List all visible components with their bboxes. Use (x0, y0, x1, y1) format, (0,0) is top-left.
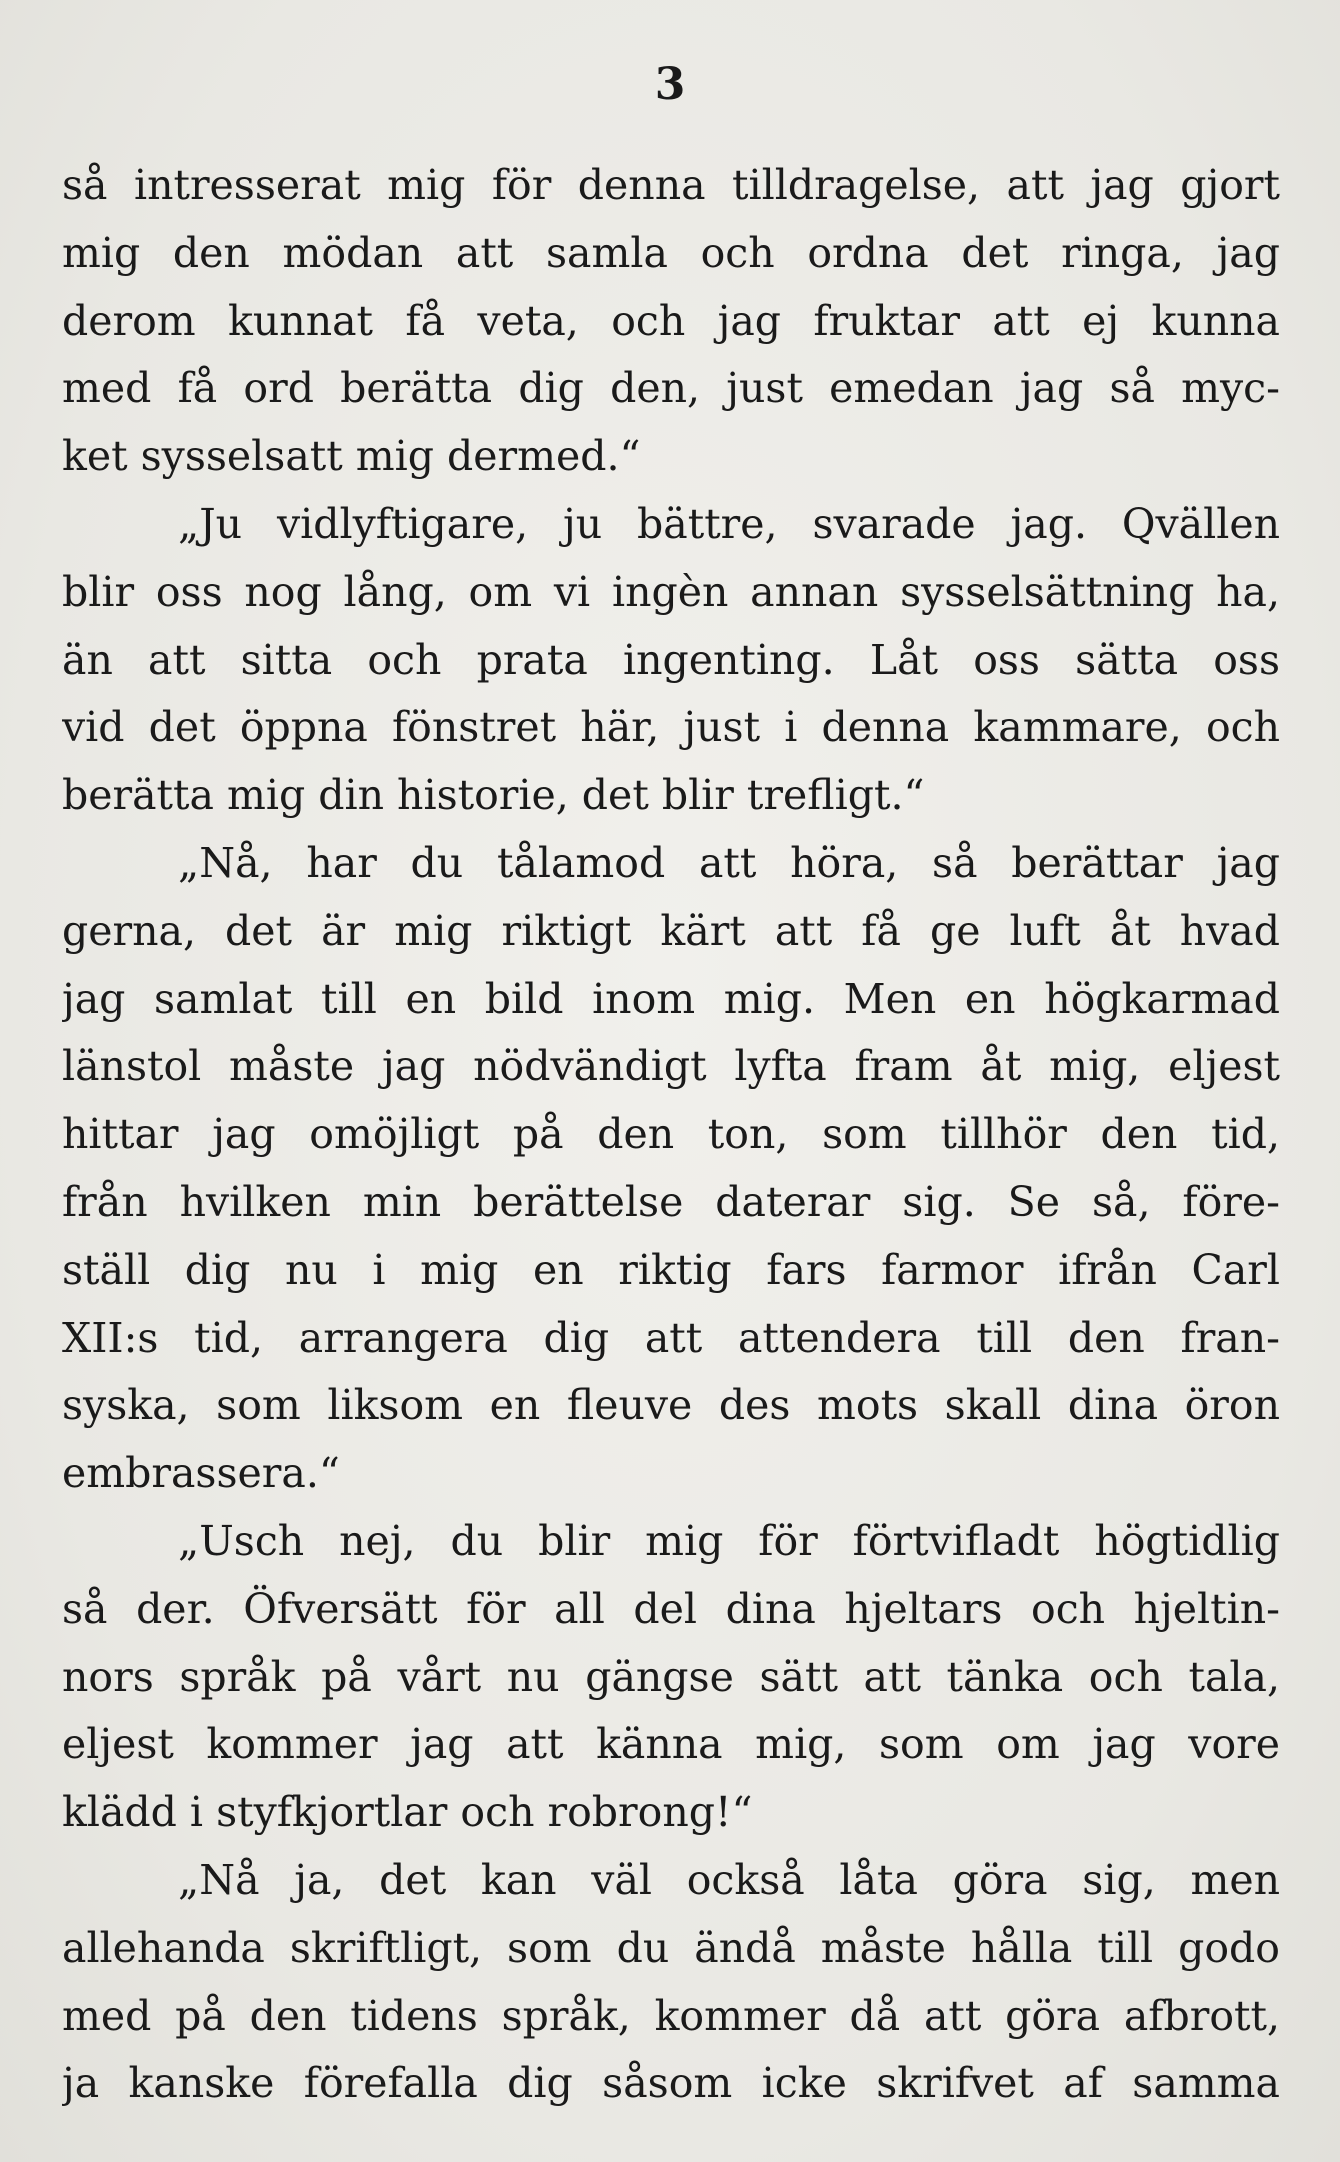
body-text (62, 152, 1280, 2118)
text-line: mig den mödan att samla och ordna det ringa, jag (62, 228, 1280, 277)
text-line: från hvilken min berättelse daterar sig. Se så, före- (62, 1177, 1280, 1226)
text-line: eljest kommer jag att känna mig, som om jag vore (62, 1720, 1280, 1769)
text-line: nors språk på vårt nu gängse sätt att tänka och tala, (62, 1652, 1280, 1701)
text-line: vid det öppna fönstret här, just i denna kammare, och (62, 703, 1280, 752)
text-line: „Usch nej, du blir mig för förtvifladt högtidlig (178, 1516, 1280, 1565)
text-line: „Nå, har du tålamod att höra, så berättar jag (178, 838, 1280, 887)
text-line: med få ord berätta dig den, just emedan jag så myc- (62, 364, 1280, 413)
text-line: ja kanske förefalla dig såsom icke skrifvet af samma (62, 2059, 1280, 2108)
text-line: gerna, det är mig riktigt kärt att få ge luft åt hvad (62, 906, 1280, 955)
text-line: ket sysselsatt mig dermed.“ (62, 432, 641, 481)
text-line: syska, som liksom en fleuve des mots skall dina öron (62, 1381, 1280, 1430)
text-line: XII:s tid, arrangera dig att attendera till den fran- (62, 1313, 1280, 1362)
text-line: så intresserat mig för denna tilldragelse, att jag gjort (62, 161, 1280, 209)
text-line: ställ dig nu i mig en riktig fars farmor ifrån Carl (62, 1245, 1280, 1294)
text-line: embrassera.“ (62, 1449, 340, 1498)
text-line: berätta mig din historie, det blir trefligt.“ (62, 771, 925, 820)
text-line: än att sitta och prata ingenting. Låt oss sätta oss (62, 635, 1280, 684)
text-line: blir oss nog lång, om vi ingèn annan sysselsättning ha, (62, 567, 1280, 616)
text-line: med på den tidens språk, kommer då att göra afbrott, (62, 1991, 1280, 2040)
text-line: länstol måste jag nödvändigt lyfta fram åt mig, eljest (62, 1042, 1280, 1091)
text-line: derom kunnat få veta, och jag fruktar att ej kunna (62, 296, 1280, 345)
text-line: så der. Öfversätt för all del dina hjeltars och hjeltin- (62, 1584, 1280, 1633)
text-line: allehanda skriftligt, som du ändå måste hålla till godo (62, 1923, 1280, 1972)
text-line: „Nå ja, det kan väl också låta göra sig, men (178, 1855, 1280, 1904)
page-number: 3 (654, 59, 686, 110)
text-line: klädd i styfkjortlar och robrong!“ (62, 1788, 753, 1837)
text-line: hittar jag omöjligt på den ton, som tillhör den tid, (62, 1110, 1280, 1159)
text-line: „Ju vidlyftigare, ju bättre, svarade jag. Qvällen (178, 499, 1280, 548)
text-line: jag samlat till en bild inom mig. Men en högkarmad (62, 974, 1280, 1023)
